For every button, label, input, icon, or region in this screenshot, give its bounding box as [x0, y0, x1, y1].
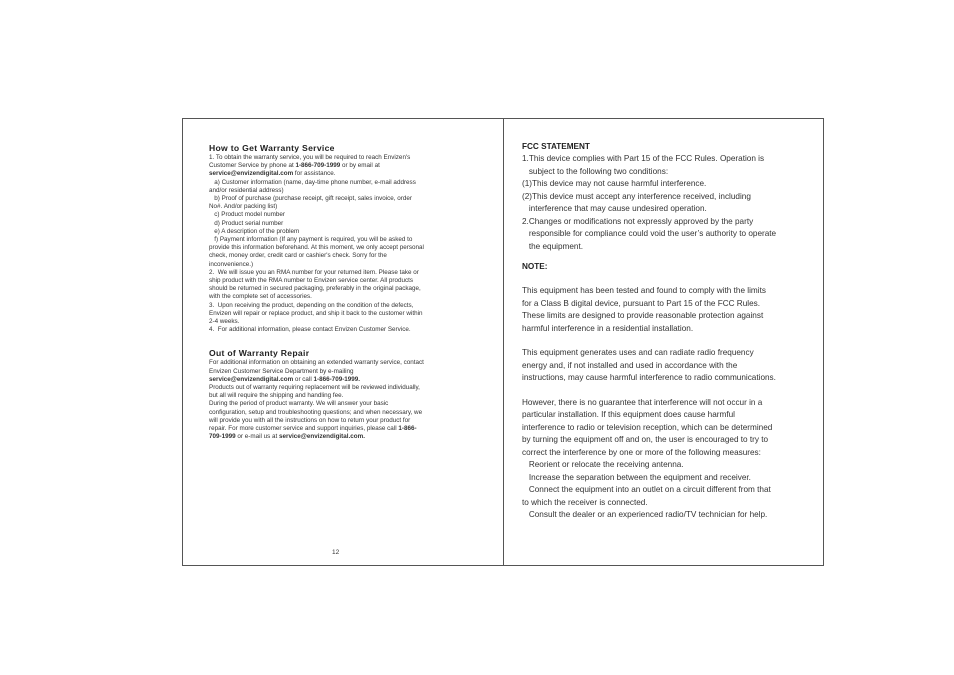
fcc-statement-heading: FCC STATEMENT — [522, 142, 590, 151]
warranty-service-body — [209, 154, 469, 334]
text-line: Consult the dealer or an experienced radio/TV technician for help. — [522, 510, 768, 519]
text-line: During the period of product warranty. We will answer your basic — [209, 400, 389, 408]
text-line: harmful interference in a residential installation. — [522, 323, 694, 333]
fcc-statement-body — [522, 153, 812, 253]
text-line: service@envizendigital.com for assistance. — [209, 170, 336, 178]
note-paragraph-1 — [522, 285, 812, 335]
text-line: check, money order, credit card or cashier's check. Sorry for the — [209, 252, 387, 260]
text-line: No#. And/or packing list) — [209, 203, 278, 211]
text-line: interference to radio or television reception, which can be determined — [522, 422, 773, 432]
text-line: repair. For more customer service and support inquiries, please call 1-866- — [209, 425, 417, 433]
right-page — [522, 141, 812, 522]
text-line: should be returned in secured packaging, preferably in the original package, — [209, 285, 421, 293]
text-line: correct the interference by one or more of the following measures: — [522, 447, 761, 457]
text-line: for a Class B digital device, pursuant to Part 15 of the FCC Rules. — [522, 298, 761, 308]
text-line: Increase the separation between the equipment and receiver. — [522, 472, 751, 482]
text-line: interference that may cause undesired operation. — [522, 204, 707, 213]
left-page — [209, 143, 469, 442]
text-line: provide this information beforehand. At this moment, we only accept personal — [209, 244, 424, 252]
text-line: Connect the equipment into an outlet on a circuit different from that — [522, 485, 771, 494]
text-line: Reorient or relocate the receiving antenna. — [522, 460, 684, 469]
text-line: f) Payment information (If any payment is required, you will be asked to — [209, 236, 413, 244]
text-line: inconvenience.) — [209, 260, 254, 268]
text-line: Products out of warranty requiring replacement will be reviewed individually, — [209, 384, 420, 392]
text-line: ship product with the RMA number to Envizen service center. All products — [209, 277, 414, 285]
text-line: These limits are designed to provide reasonable protection against — [522, 311, 764, 320]
text-line: will provide you with all the instructions on how to return your product for — [209, 416, 411, 424]
text-line: 4. For additional information, please contact Envizen Customer Service. — [209, 326, 411, 334]
text-line: subject to the following two conditions: — [522, 166, 669, 176]
text-line: However, there is no guarantee that interference will not occur in a — [522, 397, 763, 407]
note-paragraph-2 — [522, 347, 812, 385]
note-heading: NOTE: — [522, 262, 548, 271]
text-line: instructions, may cause harmful interference to radio communications. — [522, 373, 776, 382]
warranty-service-heading: How to Get Warranty Service — [209, 143, 335, 153]
out-of-warranty-heading: Out of Warranty Repair — [209, 348, 310, 359]
text-line: Customer Service by phone at 1-866-709-1999 or by email at — [209, 162, 380, 170]
text-line: energy and, if not installed and used in accordance with the — [522, 360, 738, 370]
text-line: the equipment. — [522, 241, 583, 251]
text-line: by turning the equipment off and on, the user is encouraged to try to — [522, 435, 769, 444]
text-line: d) Product serial number — [209, 219, 284, 227]
out-of-warranty-body — [209, 359, 469, 441]
text-line: This equipment generates uses and can radiate radio frequency — [522, 348, 754, 357]
text-line: with the complete set of accessories. — [209, 293, 312, 301]
page-divider — [503, 118, 504, 566]
text-line: (1)This device may not cause harmful interference. — [522, 179, 707, 188]
page-number: 12 — [332, 549, 340, 556]
text-line: For additional information on obtaining an extended warranty service, contact — [209, 359, 424, 367]
text-line: (2)This device must accept any interference received, including — [522, 191, 751, 201]
text-line: service@envizendigital.com or call 1-866-709-1999. — [209, 375, 361, 383]
text-line: 2. We will issue you an RMA number for your returned item. Please take or — [209, 268, 419, 276]
text-line: b) Proof of purchase (purchase receipt, gift receipt, sales invoice, order — [209, 195, 412, 203]
text-line: 1.This device complies with Part 15 of the FCC Rules. Operation is — [522, 154, 765, 163]
text-line: to which the receiver is connected. — [522, 497, 648, 507]
text-line: particular installation. If this equipment does cause harmful — [522, 410, 735, 419]
text-line: 3. Upon receiving the product, depending on the condition of the defects, — [209, 301, 414, 309]
text-line: Envizen Customer Service Department by e-mailing — [209, 367, 354, 375]
text-line: c) Product model number — [209, 211, 285, 219]
text-line: This equipment has been tested and found to comply with the limits — [522, 286, 766, 295]
text-line: a) Customer information (name, day-time phone number, e-mail address — [209, 178, 416, 186]
text-line: 1. To obtain the warranty service, you will be required to reach Envizen's — [209, 154, 411, 161]
text-line: but all will require the shipping and handling fee. — [209, 392, 344, 400]
text-line: responsible for compliance could void the user’s authority to operate — [522, 229, 777, 238]
text-line: 709-1999 or e-mail us at service@envizendigital.com. — [209, 433, 365, 441]
text-line: Envizen will repair or replace product, and ship it back to the customer within — [209, 309, 423, 317]
text-line: 2-4 weeks. — [209, 318, 240, 326]
text-line: 2.Changes or modifications not expressly approved by the party — [522, 216, 754, 226]
text-line: and/or residential address) — [209, 186, 284, 194]
text-line: e) A description of the problem — [209, 227, 300, 235]
note-paragraph-3 — [522, 397, 812, 522]
text-line: configuration, setup and troubleshooting questions; and when necessary, we — [209, 408, 423, 416]
